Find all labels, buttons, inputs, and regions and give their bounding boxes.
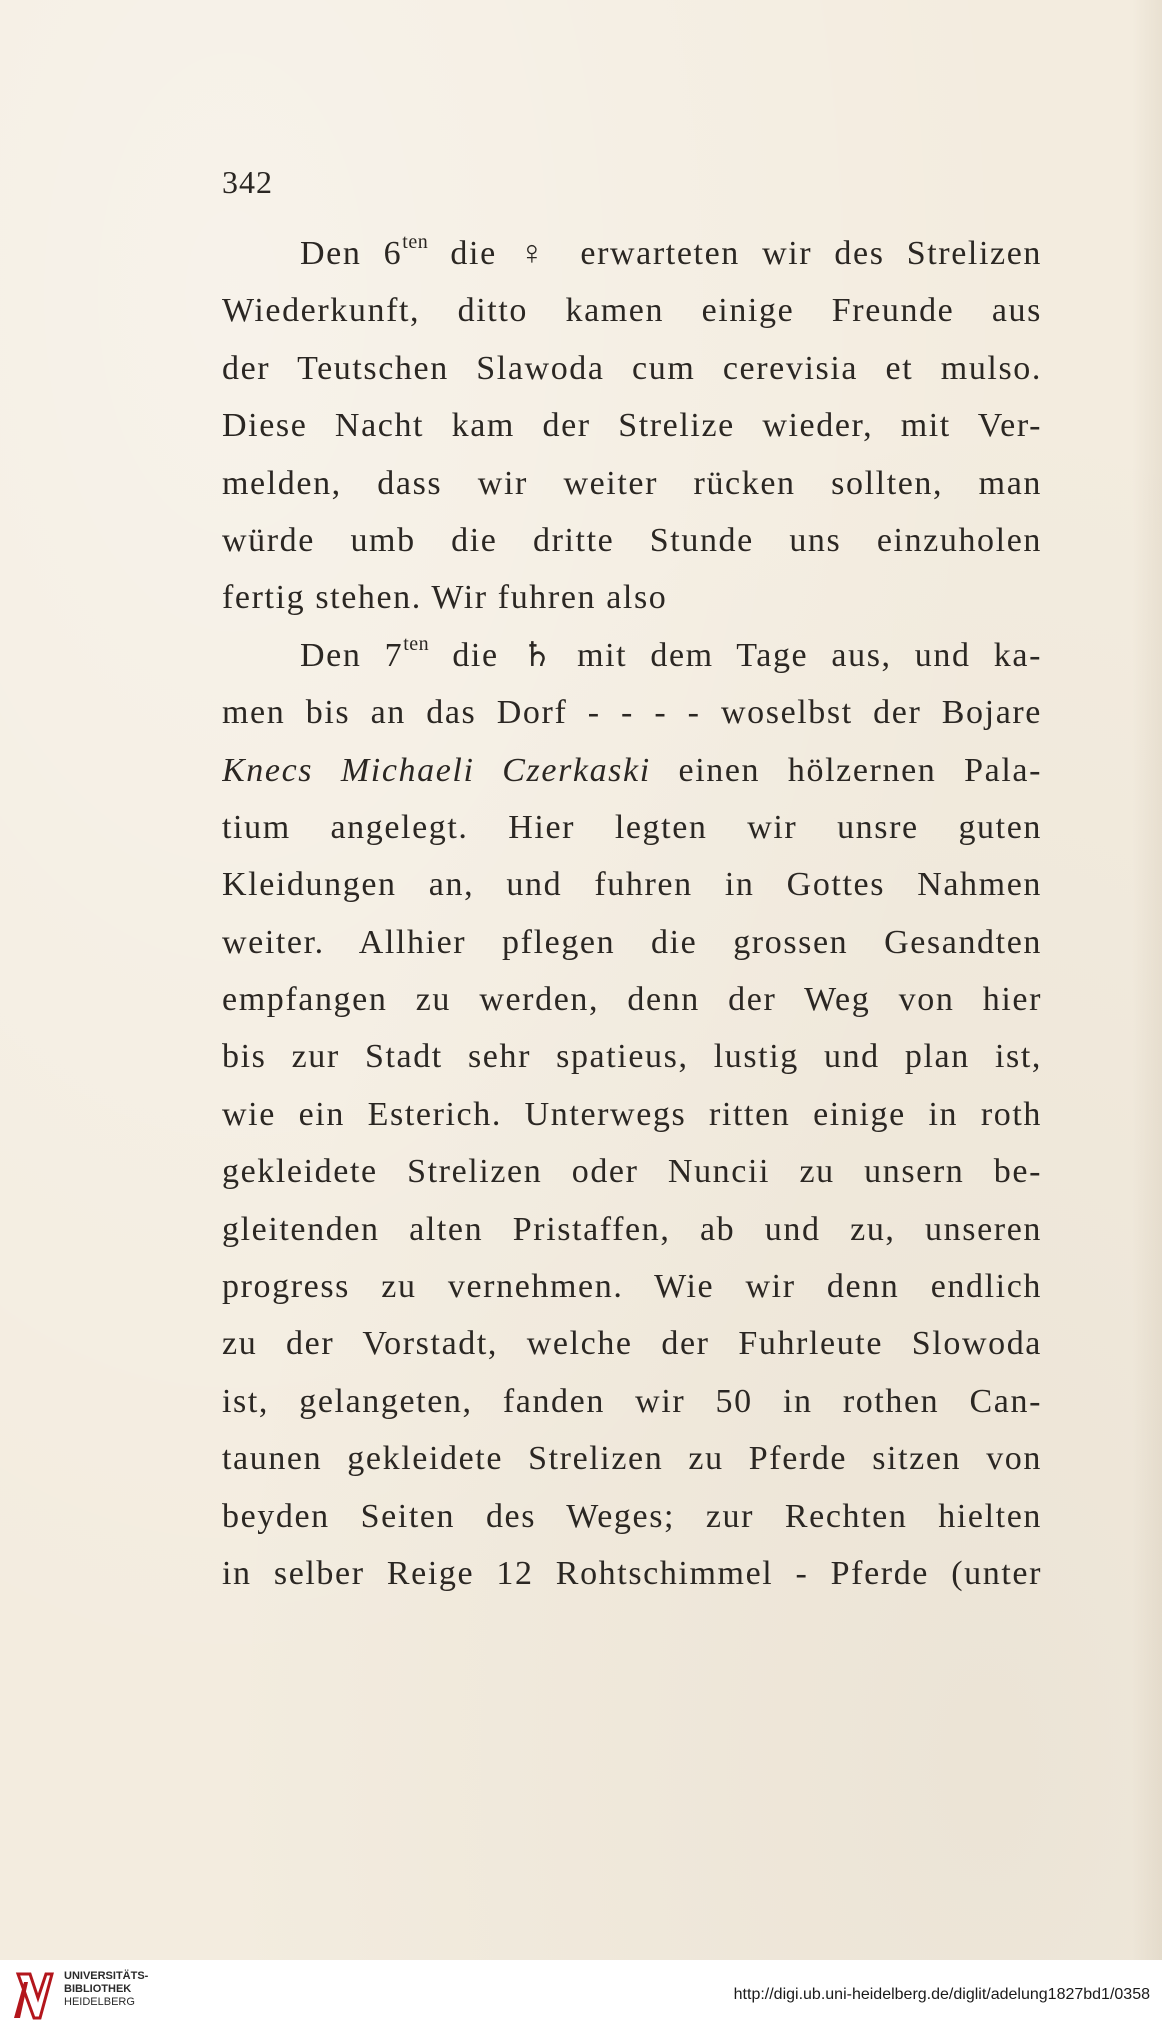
text-segment: Kleidungen an, und fuhren in Gottes Nahmen (222, 866, 1042, 904)
text-segment: beyden Seiten des Weges; zur Rechten hielten (222, 1497, 1042, 1535)
text-segment: progress zu vernehmen. Wie wir denn endlich (222, 1268, 1042, 1306)
text-segment: einen hölzernen Pala- (650, 751, 1042, 789)
text-segment: taunen gekleidete Strelizen zu Pferde sitzen von (222, 1440, 1042, 1478)
body-text (222, 225, 1042, 1602)
text-segment: Den 6 (300, 235, 403, 272)
text-segment: würde umb die dritte Stunde uns einzuholen (222, 521, 1042, 559)
text-line (222, 914, 1042, 971)
library-name-line-1: UNIVERSITÄTS- (64, 1970, 149, 1982)
text-line (222, 512, 1042, 569)
text-line (222, 1258, 1042, 1315)
superscript-text: ten (402, 231, 429, 253)
text-segment: bis zur Stadt sehr spatieus, lustig und plan ist, (222, 1038, 1042, 1076)
italic-name-text: Knecs Michaeli Czerkaski (222, 751, 651, 789)
text-line (222, 684, 1042, 741)
library-logo (10, 1966, 160, 2026)
text-line (222, 225, 1042, 282)
source-url[interactable]: http://digi.ub.uni-heidelberg.de/diglit/adelung1827bd1/0358 (733, 1986, 1150, 2003)
page-edge-shadow (1132, 0, 1162, 1960)
text-line (222, 971, 1042, 1028)
text-segment: melden, dass wir weiter rücken sollten, man (222, 464, 1042, 502)
text-segment: empfangen zu werden, denn der Weg von hier (222, 981, 1042, 1019)
page-number: 342 (222, 164, 273, 200)
text-segment: ist, gelangeten, fanden wir 50 in rothen Can- (222, 1382, 1042, 1420)
text-segment: tium angelegt. Hier legten wir unsre guten (222, 808, 1042, 846)
library-emblem-icon (10, 1968, 56, 2024)
text-line (222, 627, 1042, 684)
text-line (222, 799, 1042, 856)
text-line (222, 1430, 1042, 1487)
text-line (222, 397, 1042, 454)
text-line (222, 1201, 1042, 1258)
text-line (222, 340, 1042, 397)
text-segment: die ♄ mit dem Tage aus, und ka- (429, 636, 1042, 674)
superscript-text: ten (403, 632, 430, 655)
text-line (222, 1373, 1042, 1430)
text-segment: gekleidete Strelizen oder Nuncii zu unsern be- (222, 1153, 1042, 1191)
text-segment: Den 7 (300, 636, 404, 674)
library-name-line-2: BIBLIOTHEK (64, 1983, 132, 1995)
text-segment: zu der Vorstadt, welche der Fuhrleute Slowoda (222, 1325, 1042, 1363)
text-segment: weiter. Allhier pflegen die grossen Gesandten (222, 923, 1042, 961)
library-name-line-3: HEIDELBERG (64, 1996, 135, 2008)
text-line (222, 455, 1042, 512)
text-line (222, 1315, 1042, 1372)
text-line (222, 856, 1042, 913)
text-segment: men bis an das Dorf - - - - woselbst der Bojare (222, 694, 1042, 732)
text-segment: die ♀ erwarteten wir des Strelizen (428, 235, 1042, 272)
text-segment: gleitenden alten Pristaffen, ab und zu, unseren (222, 1210, 1042, 1248)
text-segment: in selber Reige 12 Rohtschimmel - Pferde (unter (222, 1554, 1042, 1592)
text-line (222, 569, 1042, 626)
text-segment: wie ein Esterich. Unterwegs ritten einige in roth (222, 1095, 1042, 1133)
text-line (222, 282, 1042, 339)
text-segment: der Teutschen Slawoda cum cerevisia et mulso. (222, 349, 1042, 387)
library-name (64, 1970, 148, 2009)
text-line (222, 1143, 1042, 1200)
text-line (222, 1545, 1042, 1602)
text-segment: fertig stehen. Wir fuhren also (222, 579, 668, 617)
text-line (222, 1086, 1042, 1143)
text-segment: Wiederkunft, ditto kamen einige Freunde aus (222, 292, 1042, 330)
text-line (222, 1028, 1042, 1085)
text-segment: Diese Nacht kam der Strelize wieder, mit Ver- (222, 407, 1042, 445)
text-line (222, 1488, 1042, 1545)
text-line (222, 742, 1042, 799)
